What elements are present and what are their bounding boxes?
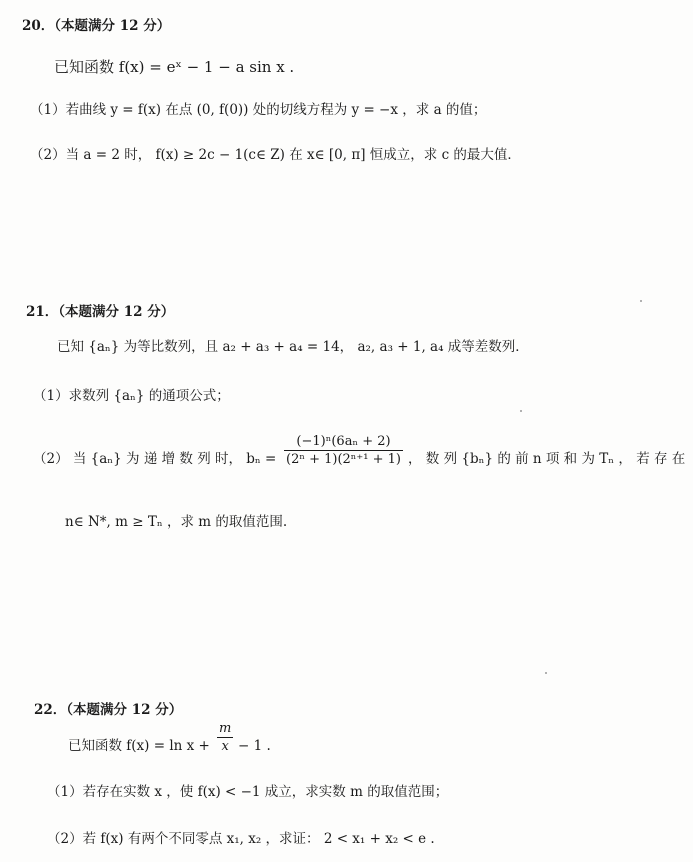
q21-header: 21．（本题满分 12 分） [26, 304, 175, 320]
q22-part2: （2）若 f(x) 有两个不同零点 x₁, x₂ ，求证： 2 < x₁ + x₂ < e . [47, 831, 435, 847]
b-n-fraction [284, 433, 403, 468]
q21-part2-suffix: ， 数 列 {bₙ} 的 前 n 项 和 为 Tₙ ， 若 存 在 [408, 451, 686, 467]
q21-stem: 已知 {aₙ} 为等比数列，且 a₂ + a₃ + a₄ = 14， a₂, a₃ + 1, a₄ 成等差数列． [57, 339, 529, 355]
q22-part1: （1）若存在实数 x ，使 f(x) < −1 成立，求实数 m 的取值范围； [47, 784, 449, 800]
q21-part2-cont: n∈ N*, m ≥ Tₙ ，求 m 的取值范围. [65, 514, 288, 530]
q21-part1: （1）求数列 {aₙ} 的通项公式； [33, 388, 230, 404]
m-over-x-fraction [217, 720, 233, 755]
b-n-denominator: (2ⁿ + 1)(2ⁿ⁺¹ + 1) [286, 452, 402, 467]
q20-stem: 已知函数 f(x) = eˣ − 1 − a sin x . [54, 58, 295, 76]
b-n-numerator: (−1)ⁿ(6aₙ + 2) [284, 433, 403, 451]
q22-header: 22．（本题满分 12 分） [34, 702, 183, 718]
q20-part2: （2）当 a = 2 时， f(x) ≥ 2c − 1(c∈ Z) 在 x∈ [0, π] 恒成立，求 c 的最大值． [30, 147, 521, 163]
q20-part1: （1）若曲线 y = f(x) 在点 (0, f(0)) 处的切线方程为 y = −x ，求 a 的值； [30, 102, 487, 118]
scan-speck [520, 410, 522, 412]
m-numerator: m [219, 721, 232, 736]
q22-stem-prefix: 已知函数 f(x) = ln x + [68, 738, 210, 754]
q20-header: 20．（本题满分 12 分） [22, 18, 171, 34]
scan-speck [640, 300, 642, 302]
q21-part2-prefix: （2） 当 {aₙ} 为 递 增 数 列 时， bₙ = [33, 451, 277, 467]
scan-speck [545, 672, 547, 674]
x-denominator: x [221, 739, 229, 754]
q22-stem-suffix: − 1 . [238, 738, 271, 754]
